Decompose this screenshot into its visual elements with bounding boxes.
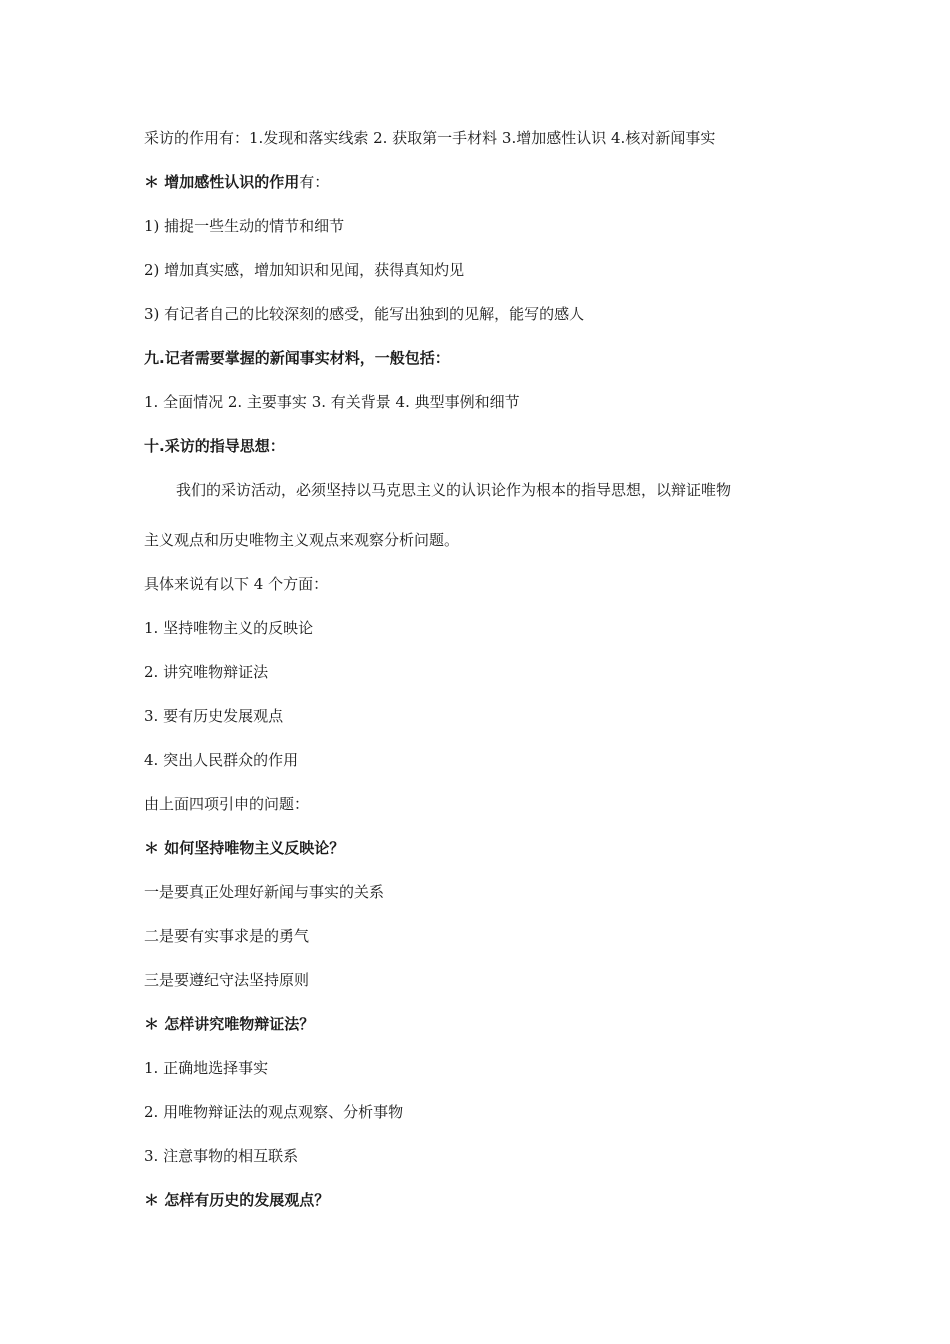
section-heading-ten: 十.采访的指导思想： <box>144 437 285 455</box>
question-heading: ＊ 怎样有历史的发展观点？ <box>144 1191 330 1209</box>
list-item: 2. 用唯物辩证法的观点观察、分析事物 <box>144 1103 404 1121</box>
paragraph-four-aspects: 具体来说有以下 4 个方面： <box>144 575 329 593</box>
list-item: 2. 讲究唯物辩证法 <box>144 663 269 681</box>
list-item: 1. 全面情况 2. 主要事实 3. 有关背景 4. 典型事例和细节 <box>144 393 520 411</box>
paragraph-continuation: 主义观点和历史唯物主义观点来观察分析问题。 <box>144 531 460 549</box>
heading-perceptual-knowledge <box>144 172 810 192</box>
list-item: 2) 增加真实感，增加知识和见闻，获得真知灼见 <box>144 261 465 279</box>
list-item: 一是要真正处理好新闻与事实的关系 <box>144 883 385 901</box>
list-item: 3. 要有历史发展观点 <box>144 707 284 725</box>
question-heading: ＊ 如何坚持唯物主义反映论？ <box>144 839 345 857</box>
list-item: 3. 注意事物的相互联系 <box>144 1147 299 1165</box>
heading-suffix: 有： <box>299 173 330 191</box>
list-item: 3) 有记者自己的比较深刻的感受，能写出独到的见解，能写的感人 <box>144 305 585 323</box>
list-item: 1. 正确地选择事实 <box>144 1059 269 1077</box>
question-heading: ＊ 怎样讲究唯物辩证法？ <box>144 1015 315 1033</box>
list-item: 1) 捕捉一些生动的情节和细节 <box>144 217 345 235</box>
list-item: 二是要有实事求是的勇气 <box>144 927 310 945</box>
paragraph-guiding-ideology: 我们的采访活动，必须坚持以马克思主义的认识论作为根本的指导思想，以辩证唯物 <box>176 481 732 499</box>
list-item: 4. 突出人民群众的作用 <box>144 751 299 769</box>
list-item: 三是要遵纪守法坚持原则 <box>144 971 310 989</box>
heading-text: ＊ 增加感性认识的作用 <box>144 173 300 191</box>
paragraph-derived-questions: 由上面四项引申的问题： <box>144 795 310 813</box>
paragraph-interview-functions: 采访的作用有：1.发现和落实线索 2. 获取第一手材料 3.增加感性认识 4.核对新闻事实 <box>144 129 716 147</box>
section-heading-nine: 九.记者需要掌握的新闻事实材料，一般包括： <box>144 349 450 367</box>
list-item: 1. 坚持唯物主义的反映论 <box>144 619 314 637</box>
